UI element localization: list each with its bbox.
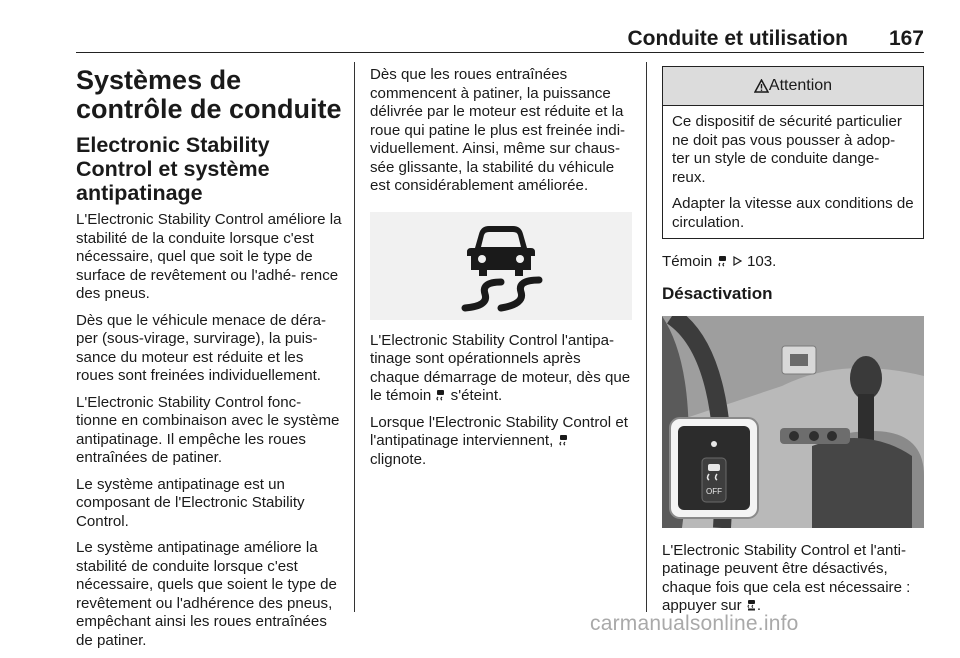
watermark: carmanualsonline.info xyxy=(590,612,799,635)
chapter-title: Conduite et utilisation xyxy=(627,27,848,50)
paragraph: Dès que les roues entraînées commencent à patiner, la puissance délivrée par le moteur est réduite et la roue qui patine le plus est freinée indi- viduellement. Ainsi, même sur chaus- sée glissante, la stabilité du véhicule est considérablement améliorée. xyxy=(370,66,626,194)
paragraph: Le système antipatinage améliore la stabilité de conduite lorsque c'est nécessaire, quels que soient le type de revêtement ou l'adhérence des pneus, empêchant ainsi les roues entraînées de patiner. xyxy=(76,539,337,649)
paragraph: L'Electronic Stability Control et l'anti- patinage peuvent être désactivés, chaque fois que cela est nécessaire : appuyer sur . xyxy=(662,541,911,614)
section-title: Systèmes de contrôle de conduite xyxy=(76,65,342,124)
warning-text: Ce dispositif de sécurité particulier ne doit pas vous pousser à adop- ter un style de conduite dange- reux. xyxy=(672,113,902,186)
warning-text: Adapter la vitesse aux conditions de circulation. xyxy=(672,195,914,231)
esc-indicator-icon xyxy=(558,434,569,446)
column-middle xyxy=(370,66,634,477)
esc-indicator-icon xyxy=(435,389,446,401)
paragraph: Lorsque l'Electronic Stability Control et l'antipatinage interviennent, clignote. xyxy=(370,413,628,468)
warning-box xyxy=(662,66,924,239)
paragraph: L'Electronic Stability Control fonc- tionne en combinaison avec le système antipatinage. Il empêche les roues entraînées de patiner. xyxy=(76,393,340,466)
column-divider xyxy=(646,62,647,612)
console-button-photo xyxy=(662,316,924,528)
esc-indicator-icon xyxy=(717,255,728,267)
column-divider xyxy=(354,62,355,612)
subsection-title: Electronic Stability Control et système antipatinage xyxy=(76,133,270,205)
deactivation-title: Désactivation xyxy=(662,283,773,303)
warning-title: Attention xyxy=(768,76,833,94)
button-off-label: OFF xyxy=(706,486,722,496)
warning-body xyxy=(663,106,923,238)
esc-symbol-figure xyxy=(370,212,632,320)
esc-car-skid-icon xyxy=(451,220,551,312)
paragraph: L'Electronic Stability Control améliore la stabilité de la conduite lorsque c'est nécessaire, quel que soit le type de surface de revêtement ou l'adhé- rence des pneus. xyxy=(76,211,342,302)
esc-off-button-icon xyxy=(746,599,757,611)
column-right xyxy=(662,66,924,624)
paragraph: Dès que le véhicule menace de déra- per (sous-virage, survirage), la puis- sance du moteur est réduite et les roues sont freinées individuellement. xyxy=(76,311,327,384)
paragraph: L'Electronic Stability Control l'antipa- tinage sont opérationnels après chaque démarrage de moteur, dès que le témoin s'éteint. xyxy=(370,331,631,404)
warning-header xyxy=(663,67,923,106)
indicator-reference: Témoin 103. xyxy=(662,253,777,270)
page-reference-arrow-icon xyxy=(732,255,743,267)
page-header xyxy=(76,26,924,53)
paragraph: Le système antipatinage est un composant de l'Electronic Stability Control. xyxy=(76,475,305,530)
column-left xyxy=(76,66,342,658)
page-number: 167 xyxy=(888,27,924,50)
warning-triangle-icon xyxy=(754,79,769,93)
